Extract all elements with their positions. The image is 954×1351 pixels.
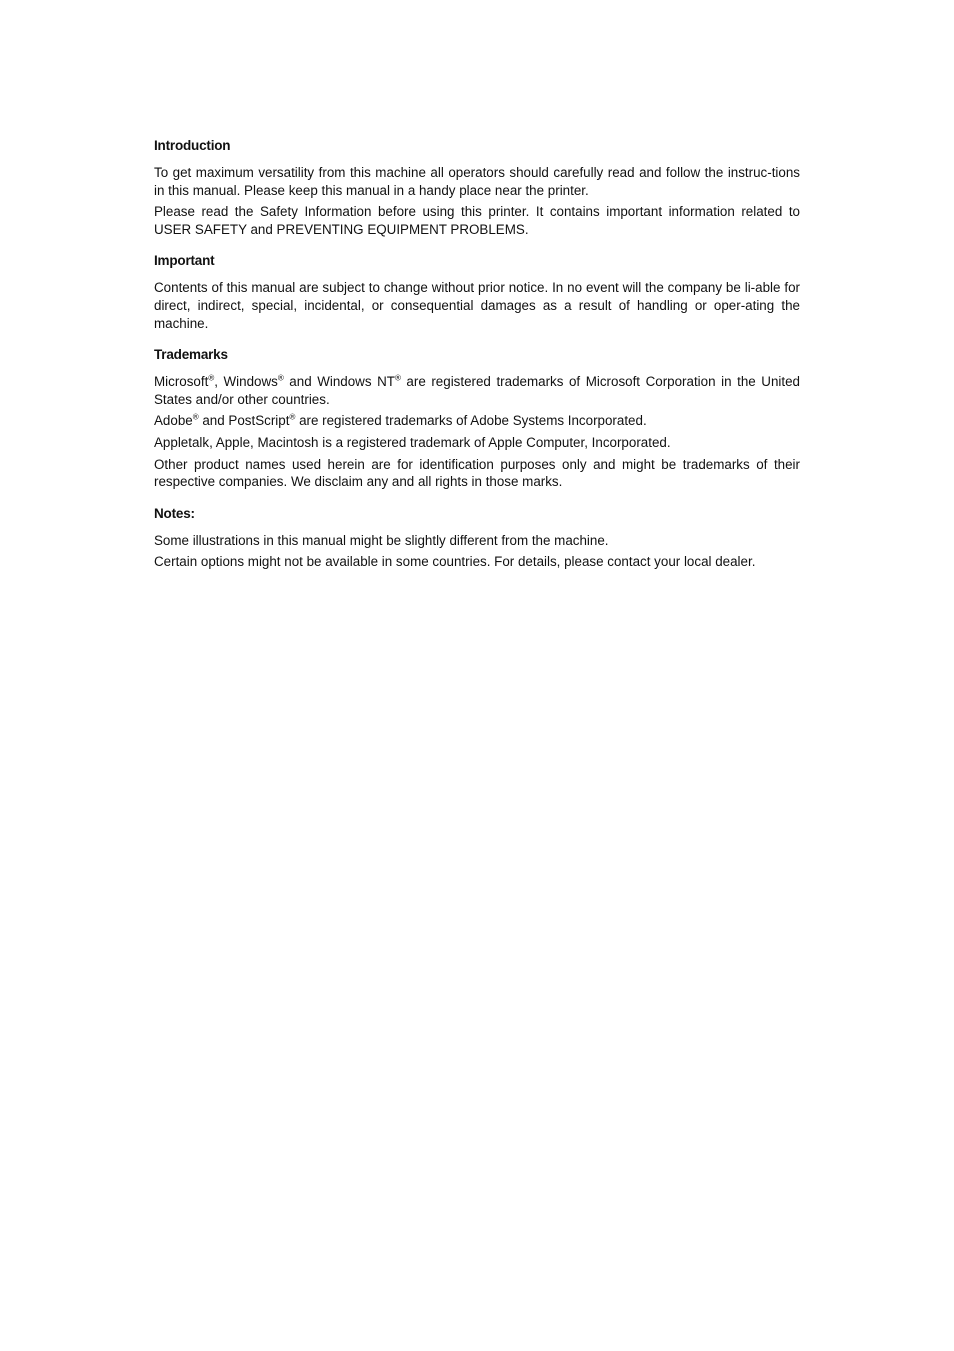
- introduction-paragraph-1: To get maximum versatility from this machine all operators should carefully read and follow the instruc-tions in this manual. Please keep this manual in a handy place near the printer.: [154, 165, 800, 198]
- document-page: [154, 137, 800, 575]
- trademark-adobe-text: are registered trademarks of Adobe Systems Incorporated.: [295, 413, 647, 429]
- notes-paragraph-2: Certain options might not be available in some countries. For details, please contact your local dealer.: [154, 554, 756, 570]
- trademarks-paragraph-microsoft: [154, 373, 800, 408]
- registered-mark: ®: [289, 412, 296, 422]
- important-section: [154, 252, 800, 332]
- trademark-windows: , Windows: [214, 374, 278, 390]
- trademarks-heading: Trademarks: [154, 347, 228, 363]
- trademark-microsoft-text: are registered trademarks of Microsoft Corporation in the United States and/or other countries.: [154, 374, 800, 407]
- trademarks-section: [154, 346, 800, 491]
- notes-section: [154, 505, 800, 571]
- trademarks-paragraph-other: Other product names used herein are for identification purposes only and might be trademarks of their respective companies. We disclaim any and all rights in those marks.: [154, 456, 800, 490]
- registered-mark: ®: [208, 373, 215, 383]
- trademark-microsoft: Microsoft: [154, 374, 209, 390]
- trademark-windows-nt: and Windows NT: [283, 374, 395, 390]
- important-heading: Important: [154, 253, 215, 269]
- important-paragraph-1: Contents of this manual are subject to change without prior notice. In no event will the company be li-able for direct, indirect, special, incidental, or consequential damages as a result of handling or oper-ating the machine.: [154, 280, 800, 331]
- notes-paragraph-1: Some illustrations in this manual might be slightly different from the machine.: [154, 532, 609, 548]
- registered-mark: ®: [394, 373, 401, 383]
- trademarks-paragraph-adobe: [154, 412, 800, 430]
- trademark-postscript: and PostScript: [198, 413, 290, 429]
- trademark-adobe: Adobe: [154, 413, 193, 429]
- trademarks-paragraph-apple: Appletalk, Apple, Macintosh is a registered trademark of Apple Computer, Incorporated.: [154, 434, 671, 450]
- introduction-heading: Introduction: [154, 138, 231, 153]
- notes-heading: Notes:: [154, 505, 195, 521]
- registered-mark: ®: [192, 412, 199, 422]
- registered-mark: ®: [277, 373, 284, 383]
- introduction-paragraph-2: Please read the Safety Information before using this printer. It contains important information related to USER SAFETY and PREVENTING EQUIPMENT PROBLEMS.: [154, 204, 800, 237]
- introduction-section: [154, 137, 800, 238]
